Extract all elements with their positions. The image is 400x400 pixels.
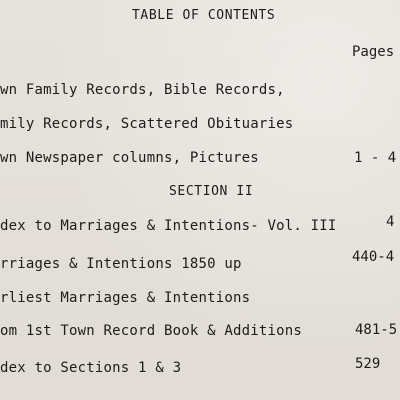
toc-entry-0: wn Family Records, Bible Records, [0, 82, 285, 98]
toc-entry-5: rliest Marriages & Intentions [0, 290, 251, 306]
toc-title: TABLE OF CONTENTS [132, 8, 276, 23]
toc-entry-4-pages: 440-4 [352, 249, 395, 265]
toc-entry-1: mily Records, Scattered Obituaries [0, 116, 294, 132]
toc-entry-7: dex to Sections 1 & 3 [0, 360, 182, 376]
toc-entry-6: om 1st Town Record Book & Additions [0, 323, 303, 339]
toc-entry-3-pages: 4 [386, 214, 395, 230]
toc-entry-7-pages: 529 [355, 356, 381, 372]
pages-column-header: Pages [352, 44, 395, 60]
section-heading: SECTION II [169, 184, 254, 199]
toc-entry-2-pages: 1 - 4 [354, 150, 397, 166]
toc-entry-2: wn Newspaper columns, Pictures [0, 150, 259, 166]
toc-entry-6-pages: 481-5 [355, 322, 398, 338]
toc-entry-3: dex to Marriages & Intentions- Vol. III [0, 218, 337, 234]
toc-entry-4: rriages & Intentions 1850 up [0, 256, 242, 272]
